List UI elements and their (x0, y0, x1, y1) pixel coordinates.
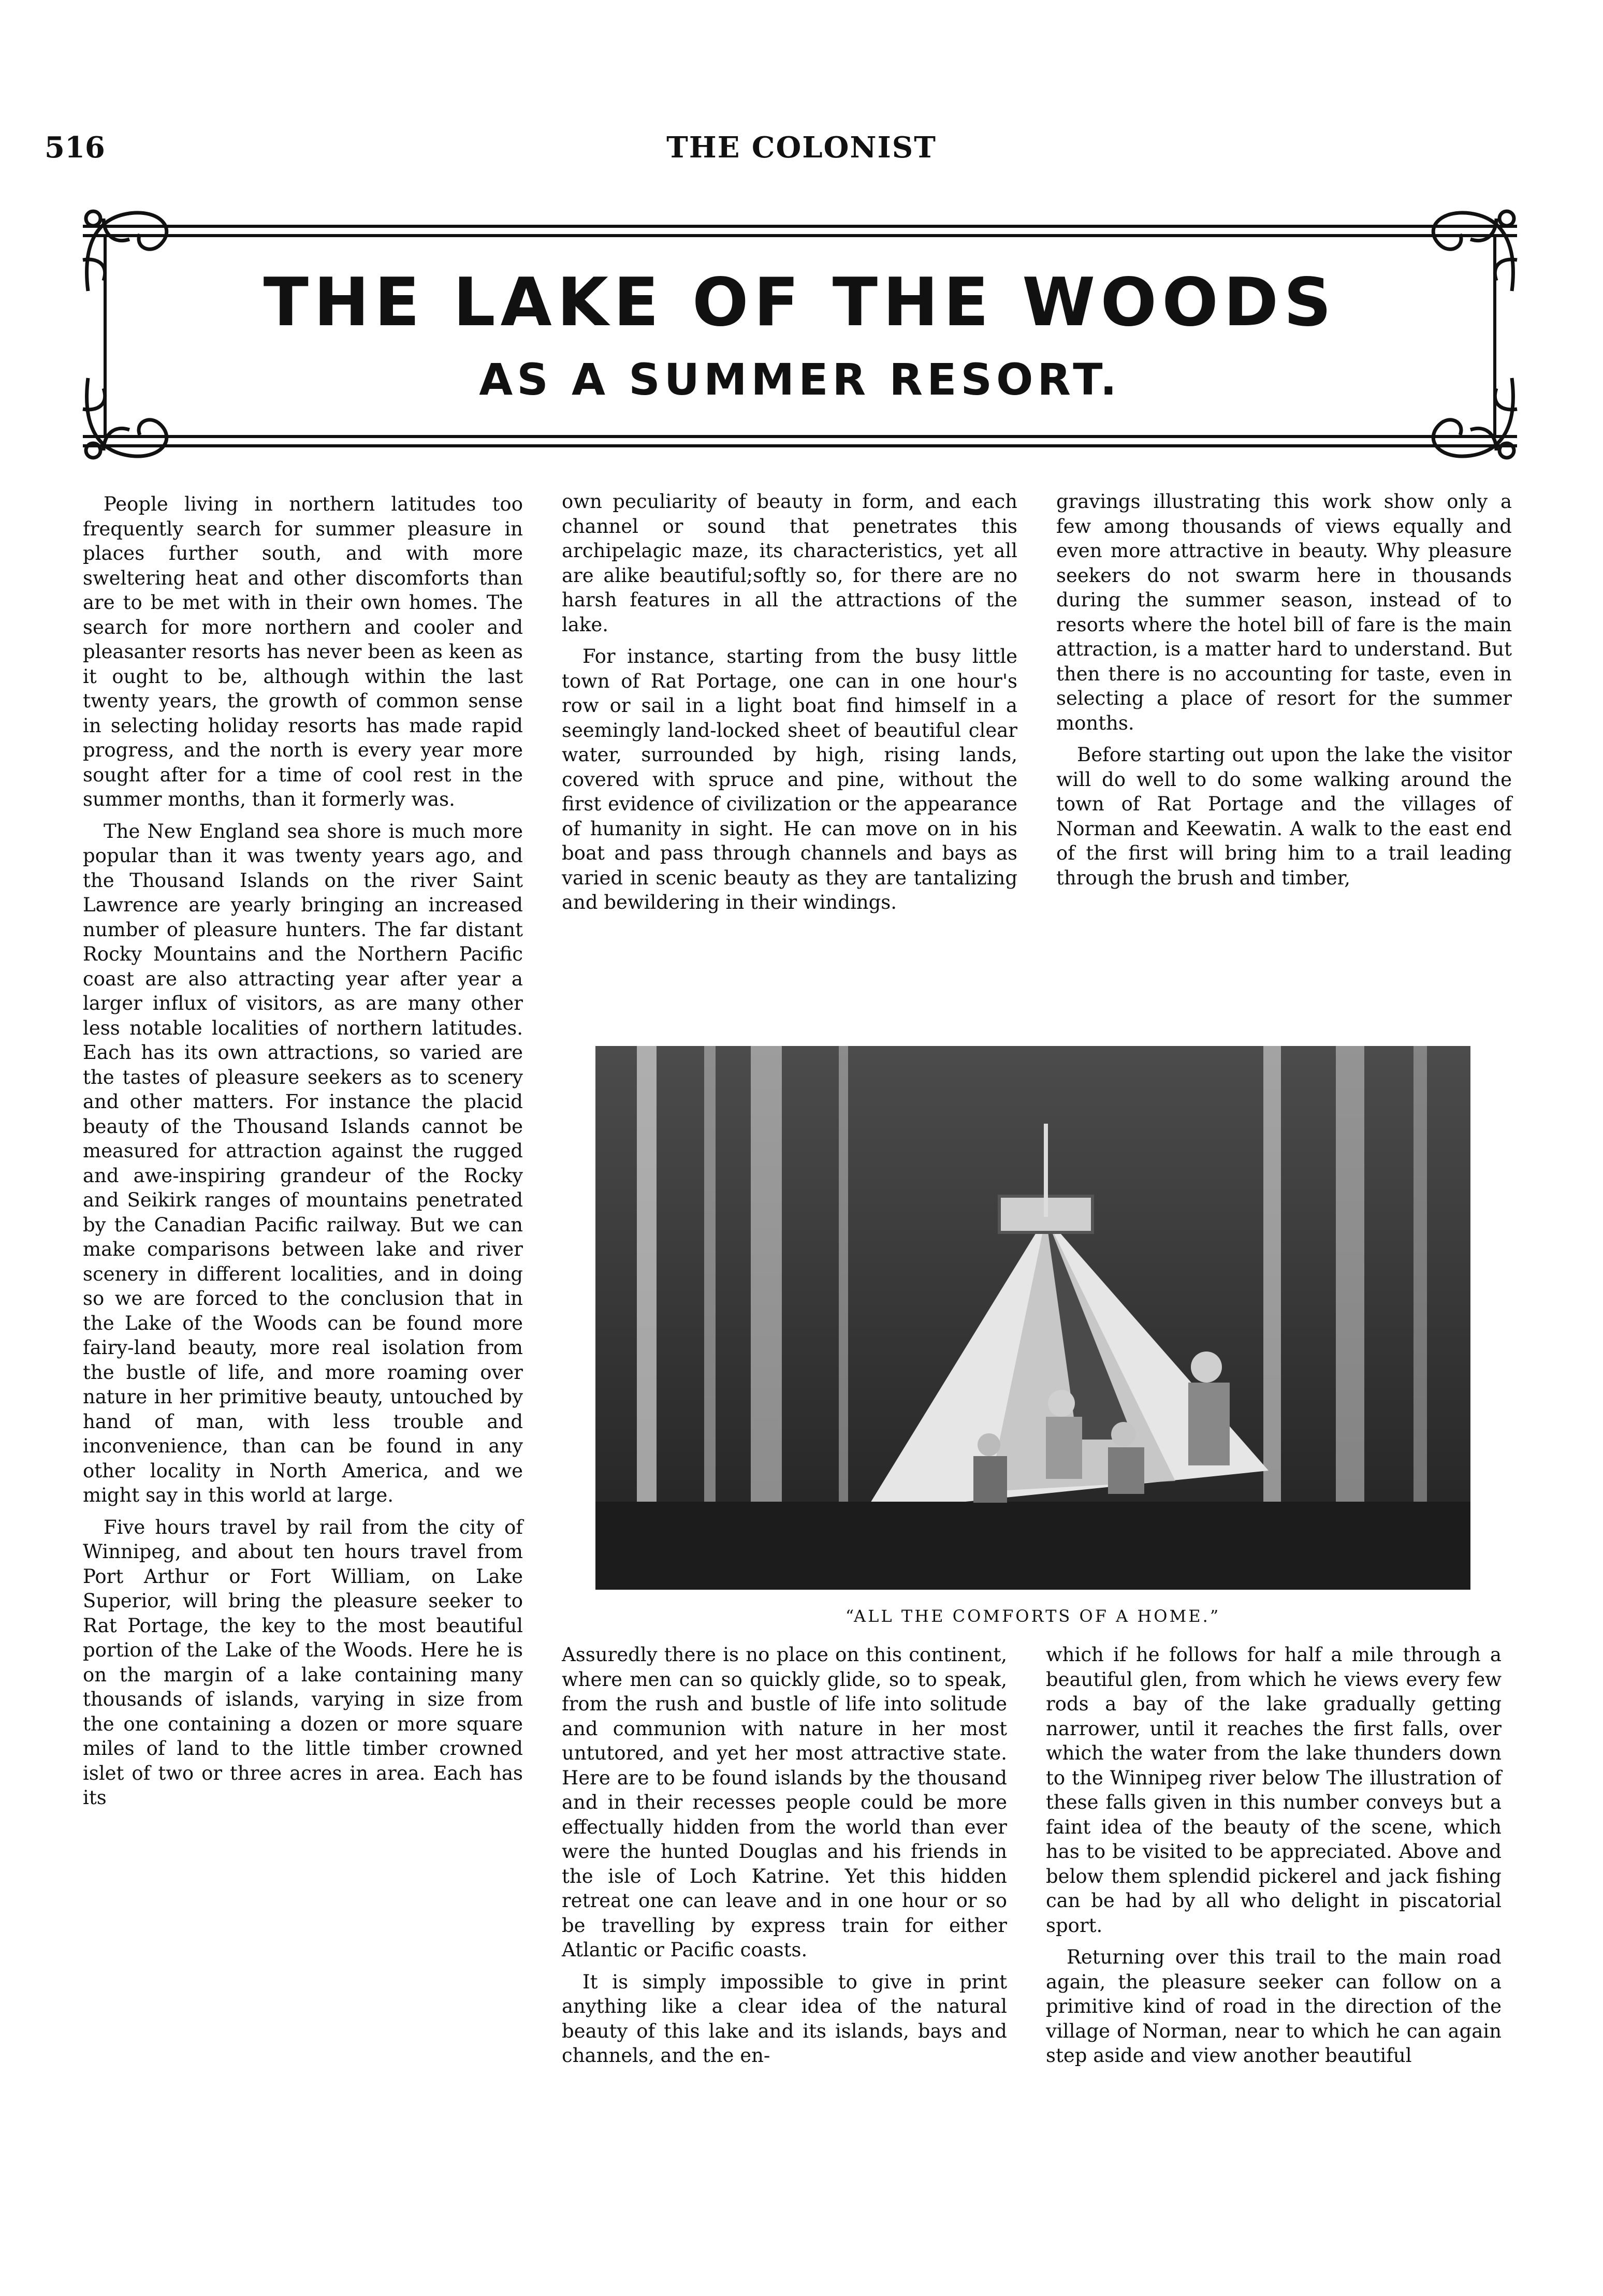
paragraph: It is simply impossible to give in print anything like a clear idea of the natural beauty of this lake and its islands, bays and channels, and the en- (562, 1970, 1007, 2067)
text-column-1 (83, 492, 523, 2247)
paragraph: own peculiarity of beauty in form, and each channel or sound that penetrates this archipelagic maze, its characteristics, yet all are alike beautiful;softly so, for there are no harsh features in all the attractions of the lake. (562, 490, 1017, 636)
article-subtitle: AS A SUMMER RESORT. (479, 354, 1121, 405)
banner-rule (83, 444, 1517, 447)
banner-rule (83, 435, 1517, 438)
paragraph: which if he follows for half a mile through a beautiful glen, from which he views every few rods a bay of the lake gradually getting narrower, until it reaches the first falls, over which the water from the lake thunders down to the Winnipeg river below The illustration of these falls given in this number conveys but a faint idea of the beauty of the scene, which has to be visited to be appreciated. Above and below them splendid pickerel and jack fishing can be had by all who delight in piscatorial sport. (1046, 1644, 1502, 1937)
paragraph: gravings illustrating this work show only a few among thousands of views equally and even more attractive in beauty. Why pleasure seekers do not swarm here in thousands during the summer season, instead of to resorts where the hotel bill of fare is the main attraction, is a matter hard to understand. But then there is no accounting for taste, even in selecting a place of resort for the summer months. (1056, 490, 1512, 734)
photo-caption: “ALL THE COMFORTS OF A HOME.” (845, 1606, 1221, 1626)
text-column-3 (1056, 489, 1512, 1007)
paragraph: Before starting out upon the lake the visitor will do well to do some walking around the town of Rat Portage and the villages of Norman and Keewatin. A walk to the east end of the first will bring him to a trail leading through the brush and timber, (1056, 744, 1512, 889)
paragraph: People living in northern latitudes too frequently search for summer pleasure in places further south, and with more sweltering heat and other discomforts than are to be met with in their own homes. The search for more northern and cooler and pleasanter resorts has never been as keen as it ought to be, although within the last twenty years, the growth of common sense in selecting holiday resorts has made rapid progress, and the north is every year more sought after for a time of cool rest in the summer months, than it formerly was. (83, 493, 523, 810)
campsite-photo (595, 1046, 1470, 1590)
text-column-5 (1046, 1643, 1502, 2248)
text-column-4 (562, 1643, 1007, 2248)
page-number: 516 (45, 130, 105, 165)
article-title: THE LAKE OF THE WOODS (263, 264, 1337, 341)
paragraph: For instance, starting from the busy little town of Rat Portage, one can in one hour's row or sail in a light boat find himself in a seemingly land-locked sheet of beautiful clear water, surrounded by high, rising lands, covered with spruce and pine, without the first evidence of civilization or the appearance of humanity in sight. He can move on in his boat and pass through channels and bays as varied in scenic beauty as they are tantalizing and bewildering in their windings. (562, 645, 1017, 913)
text-column-2 (562, 489, 1017, 1007)
paragraph: Five hours travel by rail from the city of Winnipeg, and about ten hours travel from Port Arthur or Fort William, on Lake Superior, will bring the pleasure seeker to Rat Portage, the key to the most beautiful portion of the Lake of the Woods. Here he is on the margin of a lake containing many thousands of islands, varying in size from the one containing a dozen or more square miles of land to the little timber crowned islet of two or three acres in area. Each has its (83, 1516, 523, 1809)
banner-rule (83, 234, 1517, 237)
paragraph: Assuredly there is no place on this continent, where men can so quickly glide, so to speak, from the rush and bustle of life into solitude and communion with nature in her most untutored, and yet her most attractive state. Here are to be found islands by the thousand and in their recesses people could be more effectually hidden from the world than ever were the hunted Douglas and his friends in the isle of Loch Katrine. Yet this hidden retreat one can leave and in one hour or so be travelling by express train for either Atlantic or Pacific coasts. (562, 1644, 1007, 1961)
paragraph: The New England sea shore is much more popular than it was twenty years ago, and the Thousand Islands on the river Saint Lawrence are yearly bringing an increased number of pleasure hunters. The far distant Rocky Mountains and the Northern Pacific coast are also attracting year after year a larger influx of visitors, as are many other less notable localities of northern latitudes. Each has its own attractions, so varied are the tastes of pleasure seekers as to scenery and other matters. For instance the placid beauty of the Thousand Islands cannot be measured for attraction against the rugged and awe-inspiring grandeur of the Rocky and Seikirk ranges of mountains penetrated by the Canadian Pacific railway. But we can make comparisons between lake and river scenery in different localities, and in doing so we are forced to the conclusion that in the Lake of the Woods can be found more fairy-land beauty, more real isolation from the bustle of life, and more roaming over nature in her primitive beauty, untouched by hand of man, with less trouble and inconvenience, than can be found in any other locality in North America, and we might say in this world at large. (83, 820, 523, 1506)
running-head: THE COLONIST (666, 130, 937, 165)
paragraph: Returning over this trail to the main road again, the pleasure seeker can follow on a primitive kind of road in the direction of the village of Norman, near to which he can again step aside and view another beautiful (1046, 1946, 1502, 2067)
title-banner (83, 203, 1517, 466)
banner-rule (83, 225, 1517, 228)
